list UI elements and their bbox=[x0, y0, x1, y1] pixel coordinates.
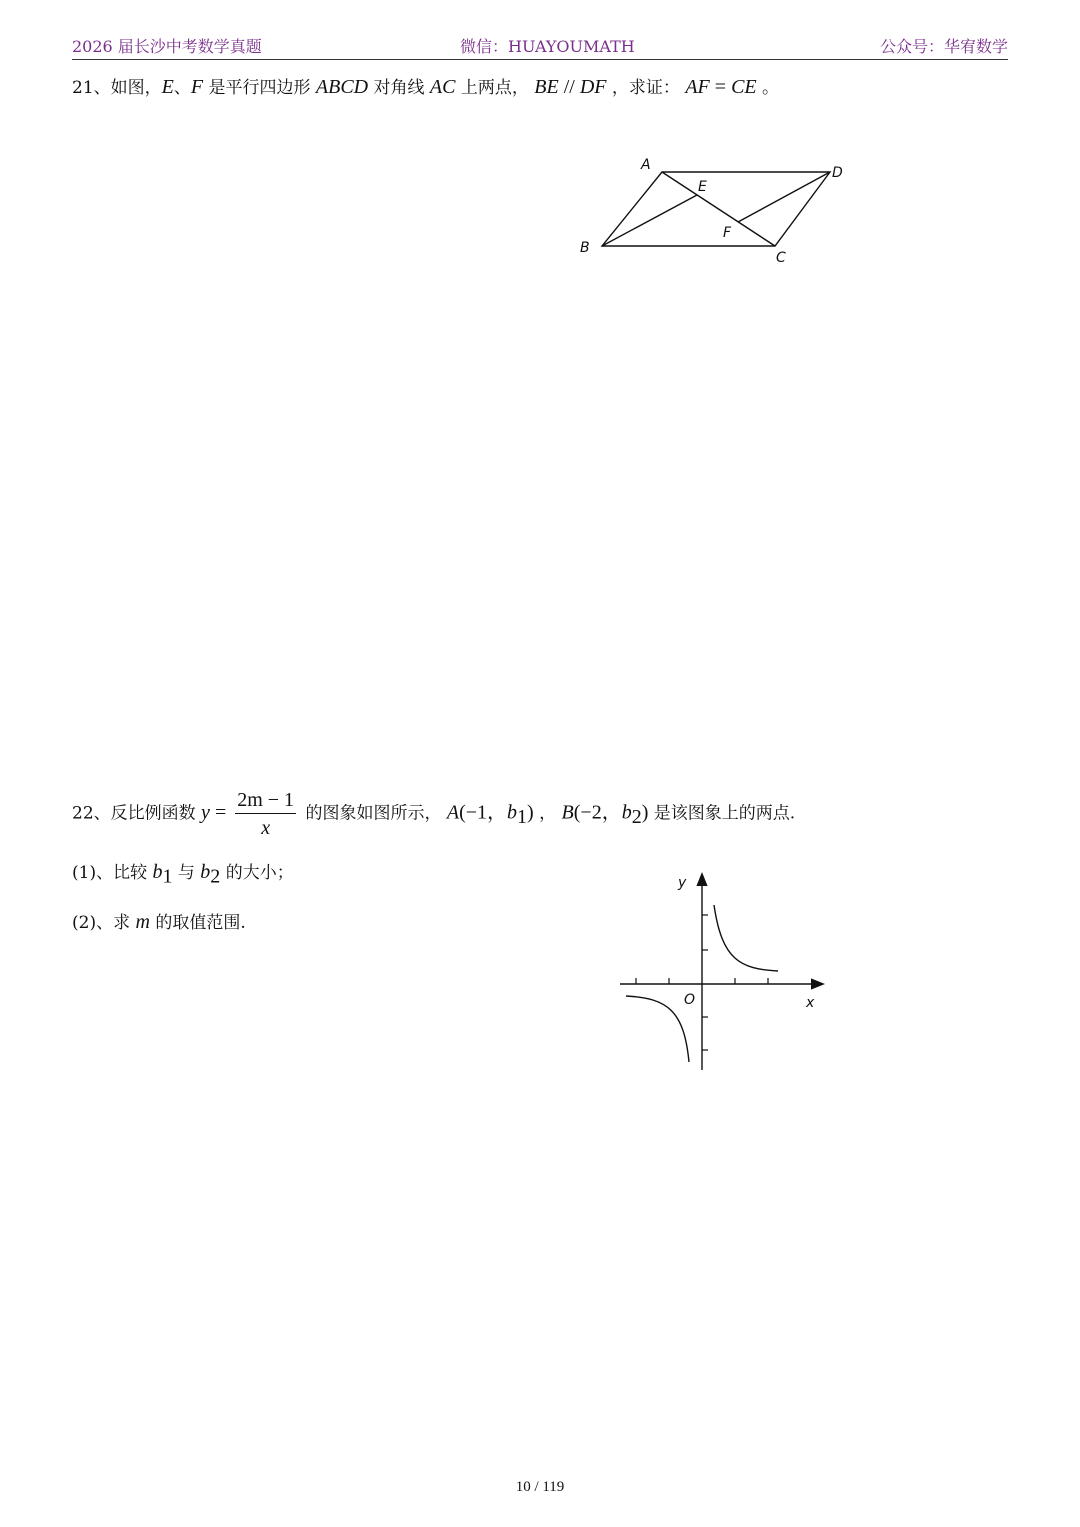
q22-close-2: ) bbox=[641, 801, 649, 824]
q21-CE: CE bbox=[731, 76, 757, 98]
q22-equals: = bbox=[209, 801, 232, 824]
q21-BE: BE bbox=[534, 76, 559, 98]
q22-b1-sub: 1 bbox=[517, 805, 528, 828]
header-wechat: 微信：HUAYOUMATH bbox=[460, 37, 635, 56]
q22-B-coord: (−2， bbox=[573, 801, 622, 824]
q22-number: 22、 bbox=[72, 803, 111, 824]
q22-p2-prefix: (2)、求 bbox=[72, 913, 136, 933]
q22-b2: b bbox=[621, 801, 632, 824]
q22-part-2 bbox=[72, 912, 246, 932]
q21-AF: AF bbox=[685, 76, 710, 98]
q21-AC: AC bbox=[429, 76, 456, 98]
label-C: C bbox=[776, 250, 786, 266]
header-public-account: 公众号：华宥数学 bbox=[879, 37, 1008, 56]
q22-b2-sub: 2 bbox=[631, 805, 642, 828]
q21-equals: = bbox=[709, 76, 732, 98]
q21-text-1: 如图， bbox=[110, 78, 162, 98]
q21-ABCD: ABCD bbox=[315, 76, 369, 98]
q22-text-1: 反比例函数 bbox=[110, 803, 202, 824]
q22-numerator: 2m − 1 bbox=[235, 790, 296, 814]
hyperbola-branch-q3 bbox=[626, 996, 689, 1062]
q22-p1-b1-sub: 1 bbox=[162, 865, 173, 888]
q22-point-B: B bbox=[561, 801, 574, 824]
label-F: F bbox=[723, 225, 732, 241]
q21-DF: DF bbox=[579, 76, 607, 98]
label-E: E bbox=[698, 179, 707, 195]
q22-close-1: ) bbox=[527, 801, 534, 824]
q21-text-5: ，求证： bbox=[606, 78, 686, 98]
q22-y: y bbox=[201, 801, 210, 824]
page-number: 10 / 119 bbox=[515, 1479, 565, 1495]
question-22-text bbox=[72, 790, 795, 838]
question-21-text bbox=[72, 77, 779, 97]
diagonal-ac bbox=[662, 172, 775, 246]
label-B: B bbox=[580, 240, 590, 256]
q22-p1-b1: b bbox=[152, 861, 163, 883]
q22-p1-prefix: (1)、比较 bbox=[72, 863, 153, 883]
q22-b1: b bbox=[507, 801, 518, 824]
q22-part-1 bbox=[72, 862, 294, 886]
q21-text-4: 上两点， bbox=[455, 78, 535, 98]
page-header bbox=[72, 34, 1008, 58]
q22-text-2: 的图象如图所示， bbox=[300, 803, 447, 824]
header-left-title: 2026 届长沙中考数学真题 bbox=[72, 37, 262, 56]
q22-point-A: A bbox=[446, 801, 460, 824]
q21-number: 21、 bbox=[72, 78, 111, 98]
segment-be bbox=[602, 195, 697, 246]
q22-p1-b2-sub: 2 bbox=[210, 865, 221, 888]
q21-text-2: 是平行四边形 bbox=[203, 78, 316, 98]
q22-p1-mid: 与 bbox=[172, 863, 201, 883]
hyperbola-branch-q1 bbox=[714, 905, 778, 971]
q22-p1-suffix: 的大小； bbox=[220, 863, 294, 883]
q21-text-6: 。 bbox=[756, 78, 780, 98]
q21-F: F bbox=[190, 76, 204, 98]
q22-denominator: x bbox=[261, 817, 271, 839]
header-divider bbox=[72, 59, 1008, 60]
q21-E: E bbox=[161, 76, 174, 98]
q22-text-3: ， bbox=[533, 803, 562, 824]
segment-df bbox=[738, 172, 830, 222]
q22-text-4: 是该图象上的两点. bbox=[648, 803, 796, 824]
q21-sep: 、 bbox=[173, 78, 191, 98]
x-axis-label: x bbox=[806, 995, 815, 1011]
label-D: D bbox=[832, 165, 843, 181]
parallelogram-figure bbox=[560, 150, 860, 275]
q22-fraction bbox=[235, 790, 296, 838]
hyperbola-graph bbox=[610, 865, 835, 1075]
q21-parallel: // bbox=[558, 76, 580, 98]
q22-p1-b2: b bbox=[200, 861, 211, 883]
q21-text-3: 对角线 bbox=[368, 78, 430, 98]
q22-A-coord: (−1， bbox=[459, 801, 508, 824]
q22-p2-suffix: 的取值范围. bbox=[149, 913, 246, 933]
y-axis-label: y bbox=[678, 875, 687, 891]
label-A: A bbox=[641, 157, 651, 173]
parallelogram-abcd bbox=[602, 172, 830, 246]
origin-label: O bbox=[684, 992, 696, 1008]
q22-p2-m: m bbox=[135, 911, 150, 933]
